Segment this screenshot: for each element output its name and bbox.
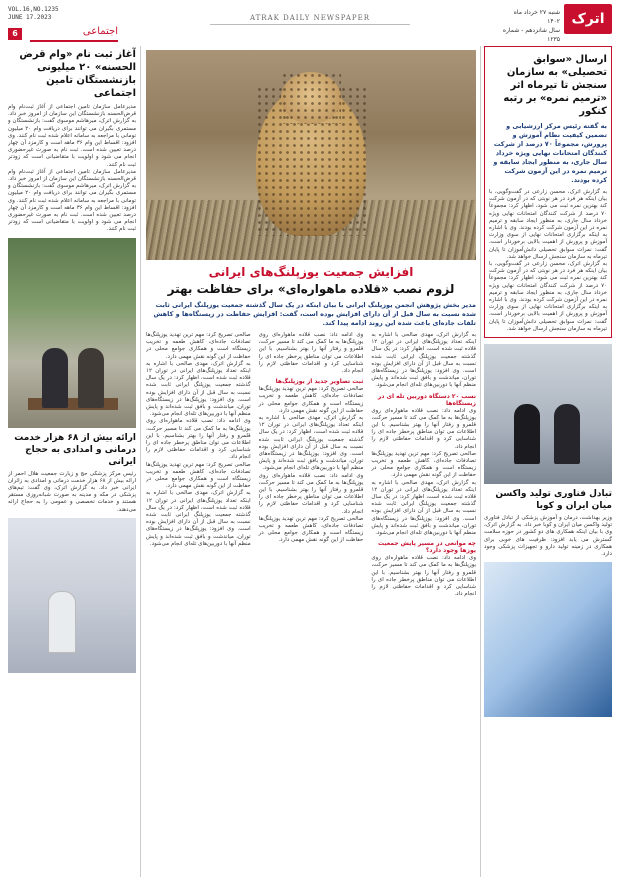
issue-line: سال شانزدهم - شماره ۱۲۳۵ (502, 27, 560, 43)
person-figure (78, 348, 104, 408)
student-figure (554, 404, 580, 464)
header-center (210, 14, 410, 22)
student-figure (514, 404, 540, 464)
article-body: وی ادامه داد: نصب قلاده ماهواره‌ای روی یوزپلنگ‌ها به ما کمک می کند تا مسیر حرکت، قلمرو و رفتار آنها را بهتر بشناسیم. با این اطلاعات می توان مناطق پرخطر جاده ای را شناسایی کرد و اقدامات حفاظتی لازم را انجام داد. (371, 555, 476, 598)
date-persian: شنبه ۲۷ خرداد ماه ۱۴۰۲ (513, 9, 560, 25)
article-column (371, 332, 476, 599)
article-column (259, 332, 364, 599)
article-body: به گزارش اترک، مهدی صالحی با اشاره به اینکه تعداد یوزپلنگ‌های ایرانی در توران ۱۲ قلاده ثبت شده است، اظهار کرد: در یک سال گذشته جمعیت یوزپلنگ ایرانی ثابت شده نسبت به سال قبل از آن دارای افزایش بوده است. وی افزود: یوزپلنگ‌ها در زیستگاه‌های توران، میاندشت و بافق ثبت شده‌اند و پایش منظم آنها با دوربین‌های تله‌ای انجام می‌شود. (258, 415, 364, 472)
date-box (500, 8, 560, 44)
right-column (484, 46, 612, 879)
person-figure (42, 348, 68, 408)
article-body: به گزارش اترک، مهدی صالحی با اشاره به اینکه تعداد یوزپلنگ‌های ایرانی در توران ۱۲ قلاده ثبت شده است، اظهار کرد: در یک سال گذشته جمعیت یوزپلنگ ایرانی ثابت شده نسبت به سال قبل از آن دارای افزایش بوده است. وی افزود: یوزپلنگ‌ها در زیستگاه‌های توران، میاندشت و بافق ثبت شده‌اند و پایش منظم آنها با دوربین‌های تله‌ای انجام می‌شود. (371, 332, 476, 389)
article-konkur (484, 46, 612, 338)
main-article-columns (146, 332, 476, 599)
cheetah-head (281, 72, 341, 124)
article-body: صالحی تصریح کرد: مهم ترین تهدید یوزپلنگ‌ها تصادفات جاده‌ای، کاهش طعمه و تخریب زیستگاه است و همکاری جوامع محلی در حفاظت از این گونه نقش مهمی دارد. (258, 386, 364, 414)
article-body: وی ادامه داد: نصب قلاده ماهواره‌ای روی یوزپلنگ‌ها به ما کمک می کند تا مسیر حرکت، قلمرو و رفتار آنها را بهتر بشناسیم. با این اطلاعات می توان مناطق پرخطر جاده ای را شناسایی کرد و اقدامات حفاظتی لازم را انجام داد. (258, 332, 364, 375)
article-body: به گزارش اترک، محسن زارعی در گفت‌وگویی، با بیان اینکه هر فرد در هر نوبتی که در آزمون شرکت کند بهترین نمره ثبت می شود، اظهار کرد: مجموعاً ۷۰ درصد از شرکت کنندگان امتحانات نهایی ویژه خرداد سال جاری، به منظور ایجاد سابقه و ترمیم نمره در این آزمون شرکت کرده بودند. وی با اشاره به اینکه برگزاری امتحانات نهایی از سوی وزارت آموزش و پرورش از اهمیت بالایی برخوردار است، گفت: نمرات سوابق تحصیلی دانش‌آموزان تا پایان تیرماه به سازمان سنجش ارسال خواهد شد. (489, 261, 607, 332)
cheetah-photo (146, 50, 476, 260)
students-photo (484, 344, 612, 484)
article-body: صالحی تصریح کرد: مهم ترین تهدید یوزپلنگ‌ها تصادفات جاده‌ای، کاهش طعمه و تخریب زیستگاه است و همکاری جوامع محلی در حفاظت از این گونه نقش مهمی دارد. (146, 461, 251, 490)
medical-photo (8, 518, 136, 673)
retirees-photo (8, 238, 136, 428)
column-divider (140, 46, 141, 877)
article-body: به گزارش اترک، محسن زارعی در گفت‌وگویی، با بیان اینکه هر فرد در هر نوبتی که در آزمون شرکت کند بهترین نمره ثبت می شود، اظهار کرد: مجموعاً ۷۰ درصد از شرکت کنندگان امتحانات نهایی ویژه خرداد سال جاری، به منظور ایجاد سابقه و ترمیم نمره در این آزمون شرکت کرده بودند. وی با اشاره به اینکه برگزاری امتحانات نهایی از سوی وزارت آموزش و پرورش از اهمیت بالایی برخوردار است، گفت: نمرات سوابق تحصیلی دانش‌آموزان تا پایان تیرماه به سازمان سنجش ارسال خواهد شد. (489, 189, 607, 260)
article-body: وی ادامه داد: نصب قلاده ماهواره‌ای روی یوزپلنگ‌ها به ما کمک می کند تا مسیر حرکت، قلمرو و رفتار آنها را بهتر بشناسیم. با این اطلاعات می توان مناطق پرخطر جاده ای را شناسایی کرد و اقدامات حفاظتی لازم را انجام داد. (371, 407, 476, 450)
header-left (8, 6, 120, 40)
article-body: به گزارش اترک، مهدی صالحی با اشاره به اینکه تعداد یوزپلنگ‌های ایرانی در توران ۱۲ قلاده ثبت شده است، اظهار کرد: در یک سال گذشته جمعیت یوزپلنگ ایرانی ثابت شده نسبت به سال قبل از آن دارای افزایش بوده است. وی افزود: یوزپلنگ‌ها در زیستگاه‌های توران، میاندشت و بافق ثبت شده‌اند و پایش منظم آنها با دوربین‌های تله‌ای انجام می‌شود. (146, 490, 251, 547)
header-right (502, 4, 612, 43)
article-body: به گزارش اترک، مهدی صالحی با اشاره به اینکه تعداد یوزپلنگ‌های ایرانی در توران ۱۲ قلاده ثبت شده است، اظهار کرد: در یک سال گذشته جمعیت یوزپلنگ ایرانی ثابت شده نسبت به سال قبل از آن دارای افزایش بوده است. وی افزود: یوزپلنگ‌ها در زیستگاه‌های توران، میاندشت و بافق ثبت شده‌اند و پایش منظم آنها با دوربین‌های تله‌ای انجام می‌شود. (371, 479, 476, 537)
article-body: وزیر بهداشت، درمان و آموزش پزشکی از تبادل فناوری تولید واکسن میان ایران و کوبا خبر داد. به گزارش اترک، وی با بیان اینکه همکاری های دو کشور در حوزه سلامت گسترش می یابد افزود: ظرفیت های خوبی برای همکاری در زمینه تولید دارو و تجهیزات پزشکی وجود دارد. (484, 515, 612, 558)
article-body: به گزارش اترک، مهدی صالحی با اشاره به اینکه تعداد یوزپلنگ‌های ایرانی در توران ۱۲ قلاده ثبت شده است، اظهار کرد: در یک سال گذشته جمعیت یوزپلنگ ایرانی ثابت شده نسبت به سال قبل از آن دارای افزایش بوده است. وی افزود: یوزپلنگ‌ها در زیستگاه‌های توران، میاندشت و بافق ثبت شده‌اند و پایش منظم آنها با دوربین‌های تله‌ای انجام می‌شود. (146, 360, 251, 418)
header-rule (210, 24, 410, 25)
page-number: 6 (8, 28, 22, 40)
article-column (146, 332, 251, 599)
article-body: صالحی تصریح کرد: مهم ترین تهدید یوزپلنگ‌ها تصادفات جاده‌ای، کاهش طعمه و تخریب زیستگاه است و همکاری جوامع محلی در حفاظت از این گونه نقش مهمی دارد. (258, 515, 364, 544)
article-subhead: نسب ۲۰ دستگاه دوربین تله ای در زیستگاه‌ها (377, 392, 476, 407)
article-body: مدیرعامل سازمان تامین اجتماعی از آغاز ثبت‌نام وام قرض‌الحسنه بازنشستگان این سازمان از امروز خبر داد. به گزارش اترک، میرهاشم موسوی گفت: بازنشستگان و مستمری بگیران می توانند برای دریافت وام ۲۰ میلیون تومانی با مراجعه به سامانه اعلام شده ثبت نام کنند. وی افزود: اقساط این وام ۳۶ ماهه است و کارمزد آن چهار درصد تعیین شده است. ثبت نام به صورت غیرحضوری انجام می شود و اولویت با متقاضیانی است که زودتر ثبت نام کنند. (8, 104, 136, 168)
article-headline: تبادل فناوری تولید واکسن میان ایران و کوبا (495, 489, 612, 512)
column-divider (480, 46, 481, 877)
medic-figure (48, 591, 76, 653)
article-headline: ارسال «سوابق تحصیلی» به سازمان سنجش تا تیرماه اثر «ترمیم نمره» بر رتبه کنکور (503, 54, 607, 117)
main-subheadline: لزوم نصب «قلاده ماهواره‌ای» برای حفاظت بهتر (167, 282, 455, 296)
center-column (146, 46, 476, 879)
article-body: وی ادامه داد: نصب قلاده ماهواره‌ای روی یوزپلنگ‌ها به ما کمک می کند تا مسیر حرکت، قلمرو و رفتار آنها را بهتر بشناسیم. با این اطلاعات می توان مناطق پرخطر جاده ای را شناسایی کرد و اقدامات حفاظتی لازم را انجام داد. (258, 472, 364, 515)
article-subhead: ثبت تصاویر جدید از یوزپلنگ‌ها (275, 378, 364, 386)
article-headline: آغاز ثبت نام «وام قرض الحسنه» ۲۰ میلیونی بازنشستگان تامین اجتماعی (19, 49, 136, 99)
left-column (8, 46, 136, 879)
article-body: صالحی تصریح کرد: مهم ترین تهدید یوزپلنگ‌ها تصادفات جاده‌ای، کاهش طعمه و تخریب زیستگاه است و همکاری جوامع محلی در حفاظت از این گونه نقش مهمی دارد. (146, 332, 251, 360)
section-label: اجتماعی (30, 26, 118, 42)
article-lead: به گفته رئیس مرکز ارزشیابی و تضمین کیفیت نظام آموزش و پرورش، مجموعاً ۷۰ درصد از شرکت کنندگان امتحانات نهایی ویژه خرداد سال جاری، به منظور ایجاد سابقه و ترمیم نمره در این آزمون شرکت کرده بودند. (493, 122, 607, 184)
main-lead: مدیر بخش پژوهش انجمن یوزپلنگ ایرانی با بیان اینکه در یک سال گذشته جمعیت یوزپلنگ ایرانی ثابت شده نسبت به سال قبل از آن دارای افزایش بوده است، گفت: افزایش حفاظت در زیستگاه‌ها و کاهش تلفات جاده‌ای باعث شده این روند ادامه پیدا کند. (153, 301, 476, 327)
newspaper-logo: اترک (564, 4, 612, 34)
main-headline: افزایش جمعیت یوزپلنگ‌های ایرانی (208, 265, 414, 279)
volume-line: VOL.16,NO.1235 (8, 6, 59, 13)
vaccine-photo (484, 562, 612, 717)
article-body: وی ادامه داد: نصب قلاده ماهواره‌ای روی یوزپلنگ‌ها به ما کمک می کند تا مسیر حرکت، قلمرو و رفتار آنها را بهتر بشناسیم. با این اطلاعات می توان مناطق پرخطر جاده ای را شناسایی کرد و اقدامات حفاظتی لازم را انجام داد. (146, 418, 251, 461)
date-english: JUNE 17.2023 (8, 14, 52, 21)
article-body: مدیرعامل سازمان تامین اجتماعی از آغاز ثبت‌نام وام قرض‌الحسنه بازنشستگان این سازمان از امروز خبر داد. به گزارش اترک، میرهاشم موسوی گفت: بازنشستگان و مستمری بگیران می توانند برای دریافت وام ۲۰ میلیون تومانی با مراجعه به سامانه اعلام شده ثبت نام کنند. وی افزود: اقساط این وام ۳۶ ماهه است و کارمزد آن چهار درصد تعیین شده است. ثبت نام به صورت غیرحضوری انجام می شود و اولویت با متقاضیانی است که زودتر ثبت نام کنند. (8, 168, 136, 233)
article-headline: ارائه بیش از ۶۸ هزار خدمت درمانی و امدادی به حجاج ایرانی (14, 432, 136, 467)
article-body: صالحی تصریح کرد: مهم ترین تهدید یوزپلنگ‌ها تصادفات جاده‌ای، کاهش طعمه و تخریب زیستگاه است و همکاری جوامع محلی در حفاظت از این گونه نقش مهمی دارد. (371, 450, 476, 479)
article-subhead: چه موانعی در مسیر پایش جمعیت یوزها وجود دارد؟ (378, 540, 476, 555)
paper-name: ATRAK DAILY NEWSPAPER (249, 14, 371, 22)
article-body: رئیس مرکز پزشکی حج و زیارت جمعیت هلال احمر از ارائه بیش از ۶۸ هزار خدمت درمانی و امدادی به زائران ایرانی خبر داد. به گزارش اترک، وی گفت: تیم‌های پزشکی در مکه و مدینه به صورت شبانه‌روزی مستقر هستند و خدمات تخصصی و عمومی را به حجاج ارائه می‌دهند. (8, 470, 136, 513)
